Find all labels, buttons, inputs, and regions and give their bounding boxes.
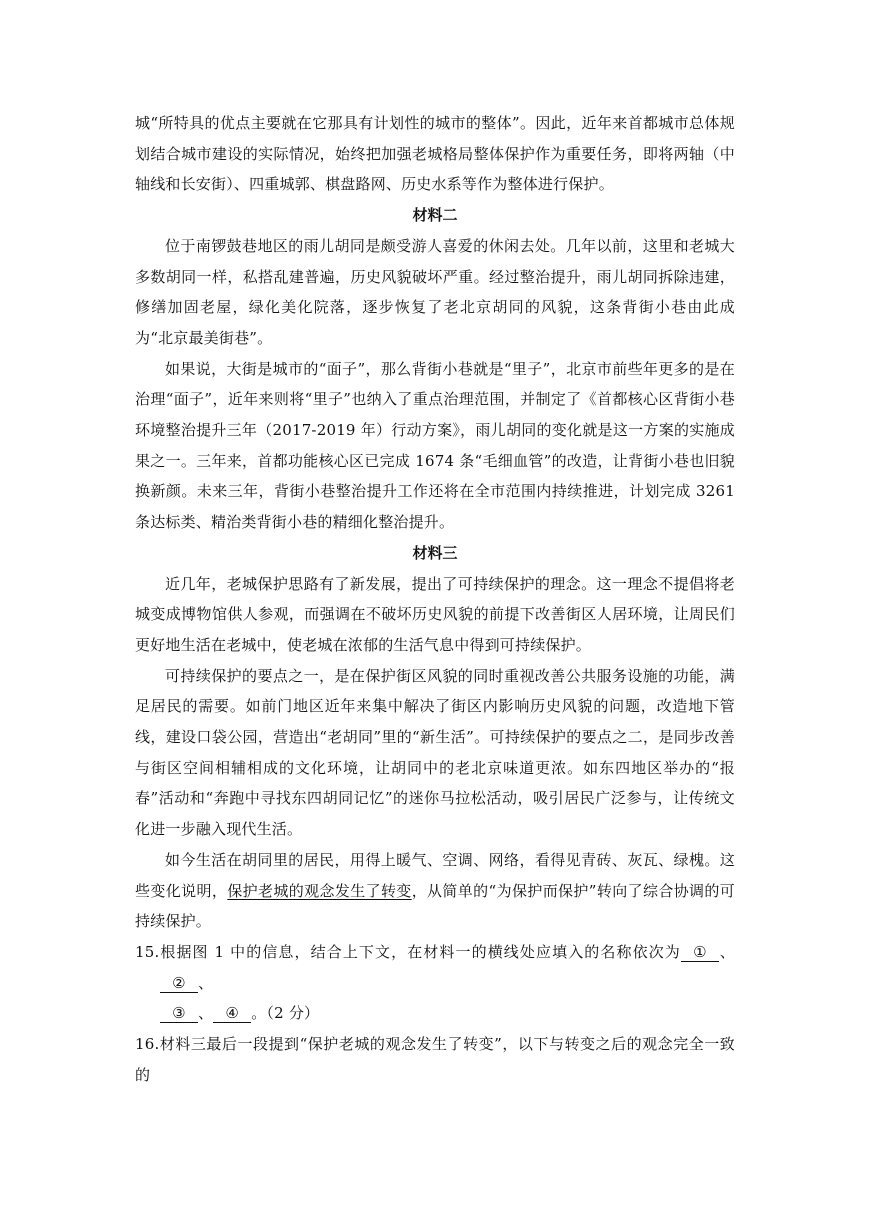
paragraph-concept-change [135, 845, 735, 937]
paragraph-yuer-hutong: 位于南锣鼓巷地区的雨儿胡同是颇受游人喜爱的休闲去处。几年以前，这里和老城大多数胡同一样，私搭乱建普遍，历史风貌破坏严重。经过整治提升，雨儿胡同拆除违建，修缮加固老屋，绿化美化院落，逐步恢复了老北京胡同的风貌，这条背街小巷由此成为“北京最美街巷”。 [135, 236, 735, 347]
underlined-phrase: 保护老城的观念发生了转变 [227, 881, 412, 900]
answer-blank-4[interactable]: ④ [213, 1004, 251, 1023]
document-page [135, 108, 735, 1091]
paragraph-concept-change-start: 如今生活在胡同里的居民，用得上暖气、空调、网络，看得见青砖、灰瓦、绿槐。这些变化说明， [135, 850, 735, 900]
separator-1: 、 [718, 942, 736, 961]
question-16: 16.材料三最后一段提到“保护老城的观念发生了转变”，以下与转变之后的观念完全一致的 [135, 1035, 735, 1084]
question-15-points: 。（2 分） [251, 1004, 320, 1023]
separator-3: 、 [198, 1004, 214, 1023]
answer-blank-2[interactable]: ② [160, 974, 198, 993]
section-heading-material-3: 材料三 [412, 543, 458, 562]
paragraph-concept-change-end: ，从简单的“为保护而保护”转向了综合协调的可持续保护。 [135, 881, 736, 931]
paragraph-sustainable-protection: 近几年，老城保护思路有了新发展，提出了可持续保护的理念。这一理念不提倡将老城变成博物馆供人参观，而强调在不破坏历史风貌的前提下改善街区人居环境，让周民们更好地生活在老城中，使老城在浓郁的生活气息中得到可持续保护。 [135, 574, 735, 654]
answer-blank-1[interactable]: ① [681, 943, 719, 962]
section-heading-material-2: 材料二 [412, 206, 458, 225]
paragraph-back-streets: 如果说，大街是城市的“面子”，那么背街小巷就是“里子”，北京市前些年更多的是在治理“面子”，近年来则将“里子”也纳入了重点治理范围，并制定了《首都核心区背街小巷环境整治提升三年（2017-2019 年）行动方案》，雨儿胡同的变化就是这一方案的实施成果之一。三年来，首都功能核心区已完成 1674 条“毛细血管”的改造，让背街小巷也旧貌换新颜。未来三年，背街小巷整治提升工作还将在全市范围内持续推进，计划完成 3261 条达标类、精治类背街小巷的精细化整治提升。 [135, 359, 735, 532]
answer-blank-3[interactable]: ③ [160, 1004, 198, 1023]
question-15-text: 15.根据图 1 中的信息，结合上下文，在材料一的横线处应填入的名称依次为 [135, 942, 681, 961]
paragraph-protection-points: 可持续保护的要点之一，是在保护街区风貌的同时重视改善公共服务设施的功能，满足居民的需要。如前门地区近年来集中解决了街区内影响历史风貌的问题，改造地下管线，建设口袋公园，营造出“老胡同”里的“新生活”。可持续保护的要点之二，是同步改善与街区空间相辅相成的文化环境，让胡同中的老北京味道更浓。如东四地区举办的“报春”活动和“奔跑中寻找东四胡同记忆”的迷你马拉松活动，吸引居民广泛参与，让传统文化进一步融入现代生活。 [135, 666, 735, 839]
question-15 [135, 937, 735, 1029]
paragraph-continuation: 城“所特具的优点主要就在它那具有计划性的城市的整体”。因此，近年来首都城市总体规划结合城市建设的实际情况，始终把加强老城格局整体保护作为重要任务，即将两轴（中轴线和长安街）、四重城郭、棋盘路网、历史水系等作为整体进行保护。 [135, 114, 735, 194]
separator-2: 、 [198, 973, 214, 992]
